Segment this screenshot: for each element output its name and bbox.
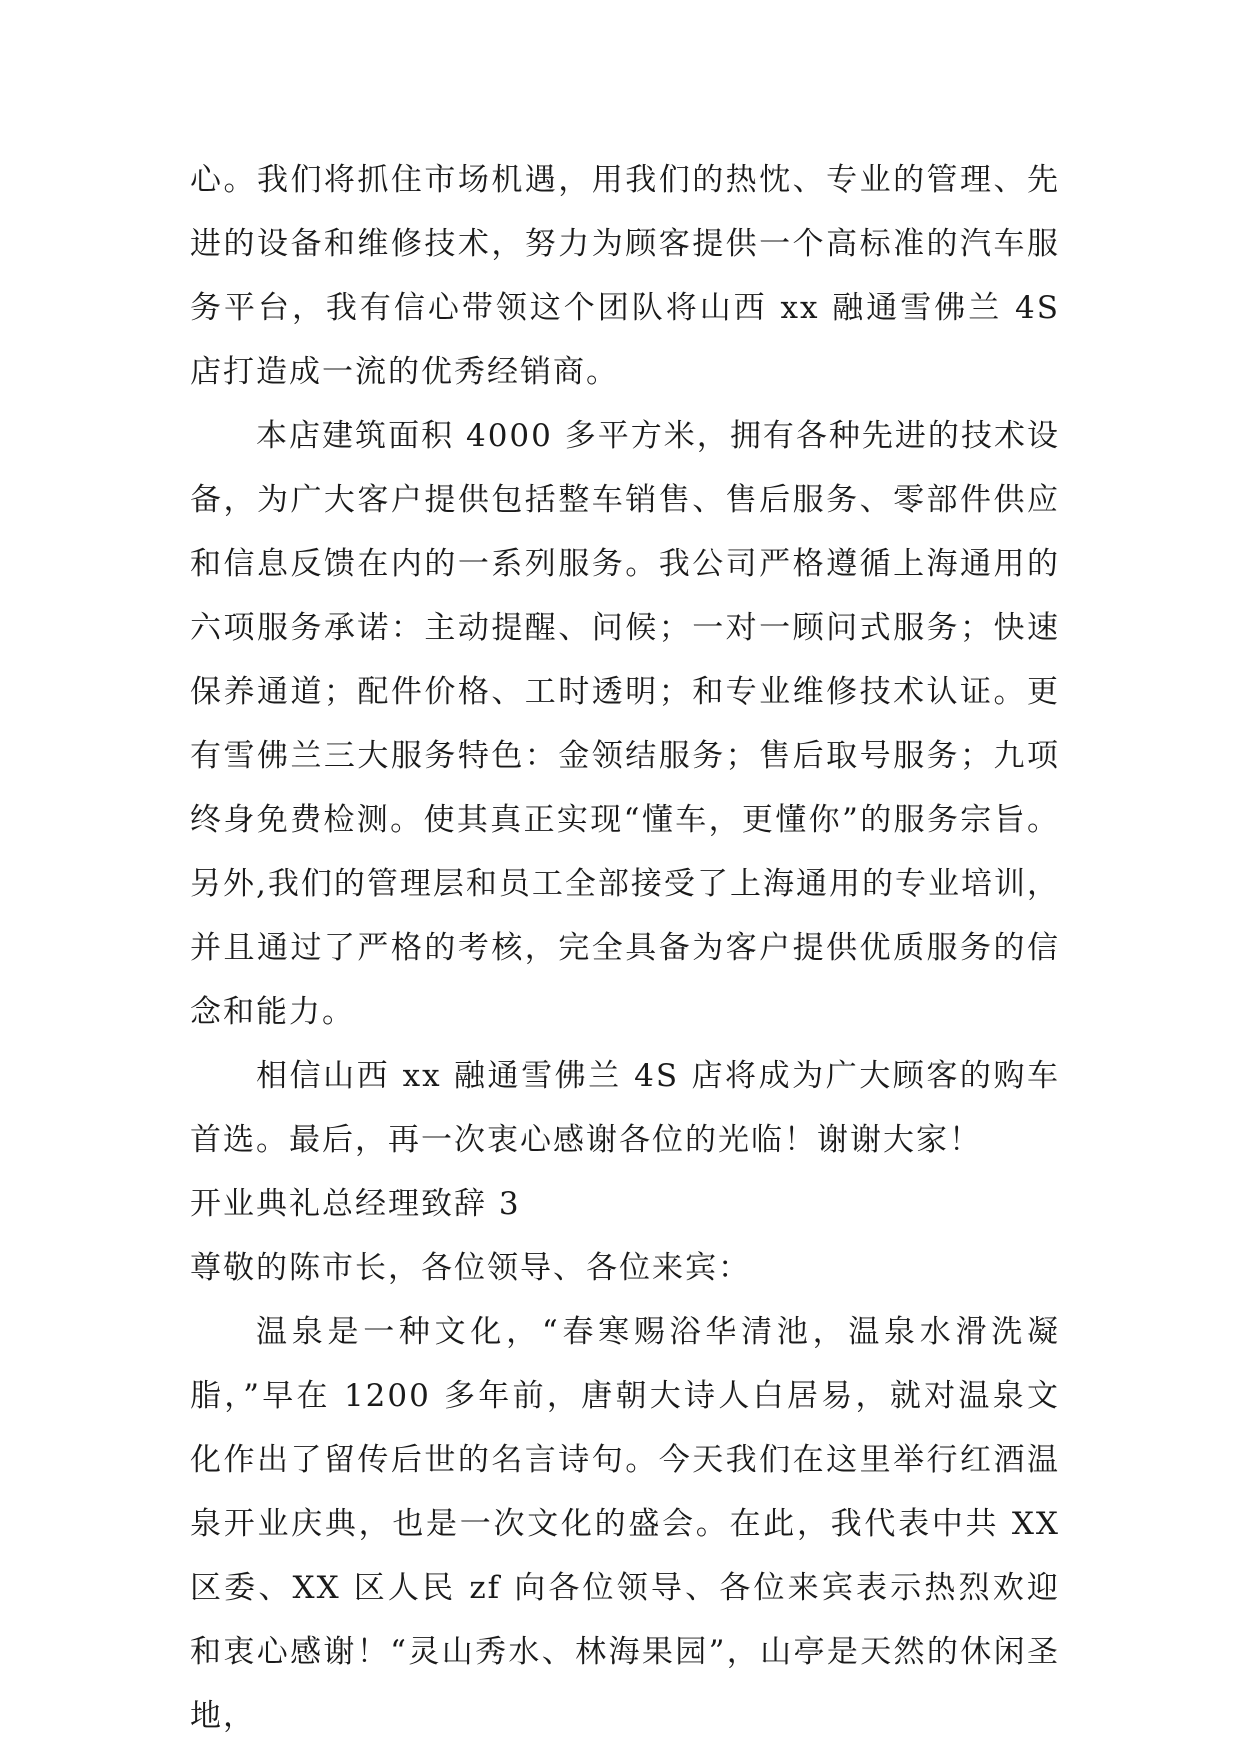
paragraph-store-intro: 本店建筑面积 4000 多平方米，拥有各种先进的技术设备，为广大客户提供包括整车销售、售后服务、零部件供应和信息反馈在内的一系列服务。我公司严格遵循上海通用的六项服务承诺：主动提醒、问候；一对一顾问式服务；快速保养通道；配件价格、工时透明；和专业维修技术认证。更有雪佛兰三大服务特色：金领结服务；售后取号服务；九项终身免费检测。使其真正实现“懂车，更懂你”的服务宗旨。另外,我们的管理层和员工全部接受了上海通用的专业培训，并且通过了严格的考核，完全具备为客户提供优质服务的信念和能力。 [190,418,1060,1030]
section-title: 开业典礼总经理致辞 3 [190,1186,521,1222]
paragraph-closing: 相信山西 xx 融通雪佛兰 4S 店将成为广大顾客的购车首选。最后，再一次衷心感谢各位的光临！谢谢大家！ [190,1058,1060,1158]
document-body [190,148,1060,1748]
paragraph-continuation: 心。我们将抓住市场机遇，用我们的热忱、专业的管理、先进的设备和维修技术，努力为顾客提供一个高标准的汽车服务平台，我有信心带领这个团队将山西 xx 融通雪佛兰 4S 店打造成一流的优秀经销商。 [190,162,1060,390]
paragraph-hot-spring: 温泉是一种文化，“春寒赐浴华清池，温泉水滑洗凝脂，”早在 1200 多年前，唐朝大诗人白居易，就对温泉文化作出了留传后世的名言诗句。今天我们在这里举行红酒温泉开业庆典，也是一次文化的盛会。在此，我代表中共 XX 区委、XX 区人民 zf 向各位领导、各位来宾表示热烈欢迎和衷心感谢！“灵山秀水、林海果园”，山亭是天然的休闲圣地， [190,1314,1060,1734]
salutation: 尊敬的陈市长，各位领导、各位来宾： [190,1250,751,1286]
